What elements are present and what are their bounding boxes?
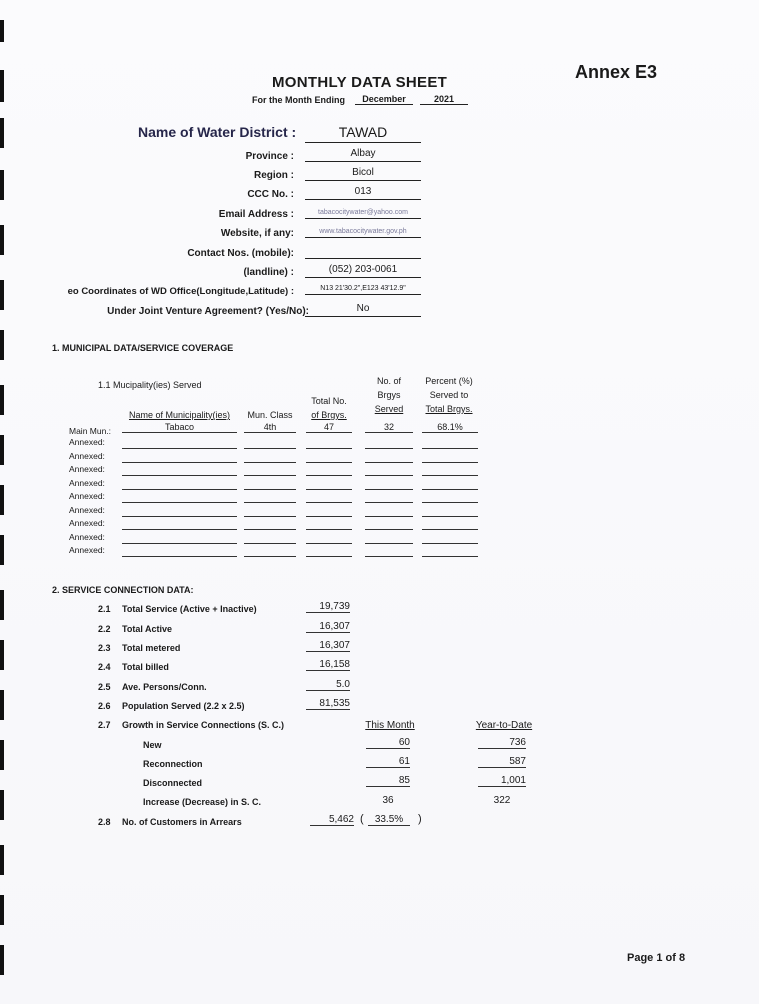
col-header-pct-a: Percent (%) — [425, 376, 473, 386]
col-header-name: Name of Municipality(ies) — [128, 410, 231, 420]
district-name: TAWAD — [305, 124, 421, 143]
annexed-blank-line — [306, 543, 352, 544]
growth-increase-month: 36 — [382, 795, 394, 806]
col-header-served-b: Brgys — [377, 390, 401, 400]
annexed-blank-line — [122, 462, 237, 463]
main-mun-class: 4th — [244, 422, 296, 433]
main-mun-label: Main Mun.: — [69, 426, 112, 436]
annexed-blank-line — [422, 462, 478, 463]
annexed-blank-line — [122, 516, 237, 517]
region-value: Bicol — [305, 167, 421, 181]
annexed-label: Annexed: — [69, 437, 105, 447]
row-2-3-value: 16,307 — [306, 640, 350, 652]
row-2-7-label: Growth in Service Connections (S. C.) — [122, 720, 285, 730]
arrears-open-paren: ( — [360, 813, 364, 825]
geo-coordinates-label: eo Coordinates of WD Office(Longitude,Latitude) : — [67, 286, 294, 297]
mobile-value — [305, 245, 421, 259]
ccc-value: 013 — [305, 186, 421, 200]
annexed-label: Annexed: — [69, 450, 105, 461]
annexed-blank-line — [122, 543, 237, 544]
annexed-blank-line — [122, 529, 237, 530]
email-label: Email Address : — [218, 209, 294, 220]
row-2-8-label: No. of Customers in Arrears — [122, 817, 242, 827]
geo-coordinates-value: N13 21'30.2",E123 43'12.9" — [305, 285, 421, 295]
row-2-1-value: 19,739 — [306, 601, 350, 613]
row-2-1-no: 2.1 — [98, 604, 111, 614]
row-2-5-label: Ave. Persons/Conn. — [122, 682, 207, 692]
annexed-label: Annexed: — [69, 477, 105, 488]
annexed-label: Annexed: — [69, 491, 105, 501]
row-2-2-label: Total Active — [122, 624, 173, 634]
growth-disconnected-label: Disconnected — [143, 778, 203, 788]
row-2-1-label: Total Service (Active + Inactive) — [122, 604, 257, 614]
annexed-blank-line — [365, 489, 413, 490]
main-mun-total: 47 — [306, 422, 352, 433]
annexed-label: Annexed: — [69, 531, 105, 542]
annexed-blank-line — [122, 448, 237, 449]
annexed-label: Annexed: — [69, 464, 105, 474]
joint-venture-value: No — [305, 303, 421, 317]
row-2-4-label: Total billed — [122, 662, 169, 672]
annexed-blank-line — [365, 502, 413, 503]
annexed-blank-line — [306, 529, 352, 530]
mobile-label: Contact Nos. (mobile): — [187, 248, 294, 259]
district-name-label: Name of Water District : — [138, 124, 297, 140]
growth-new-label: New — [143, 740, 162, 750]
municipality-served-label: 1.1 Mucipality(ies) Served — [98, 380, 202, 390]
annexed-blank-line — [306, 489, 352, 490]
annexed-blank-line — [306, 448, 352, 449]
annexed-blank-line — [244, 489, 296, 490]
row-2-5-no: 2.5 — [98, 682, 111, 692]
month-label: For the Month Ending — [252, 95, 345, 105]
growth-increase-label: Increase (Decrease) in S. C. — [143, 797, 262, 807]
annexed-blank-line — [365, 462, 413, 463]
row-2-7-no: 2.7 — [98, 720, 111, 730]
year-value: 2021 — [420, 94, 468, 105]
row-2-8-no: 2.8 — [98, 817, 111, 827]
col-header-pct-b: Served to — [429, 390, 469, 400]
annexed-blank-line — [244, 462, 296, 463]
annexed-label: Annexed: — [69, 518, 105, 528]
annexed-blank-line — [244, 502, 296, 503]
binder-holes — [0, 0, 6, 1004]
row-2-5-value: 5.0 — [306, 679, 350, 691]
annexed-blank-line — [422, 448, 478, 449]
annexed-blank-line — [244, 556, 296, 557]
row-2-3-no: 2.3 — [98, 643, 111, 653]
annexed-blank-line — [422, 475, 478, 476]
row-2-2-no: 2.2 — [98, 624, 111, 634]
row-2-6-label: Population Served (2.2 x 2.5) — [122, 701, 245, 711]
growth-reconnection-ytd: 587 — [478, 756, 526, 768]
row-2-4-no: 2.4 — [98, 662, 111, 672]
growth-increase-ytd: 322 — [493, 795, 511, 806]
annexed-blank-line — [306, 462, 352, 463]
row-2-2-value: 16,307 — [306, 621, 350, 633]
annexed-label: Annexed: — [69, 545, 105, 555]
section-2-title: 2. SERVICE CONNECTION DATA: — [52, 585, 194, 595]
region-label: Region : — [254, 170, 294, 181]
landline-value: (052) 203-0061 — [305, 264, 421, 278]
landline-label: (landline) : — [243, 267, 294, 278]
annexed-blank-line — [422, 529, 478, 530]
main-mun-percent: 68.1% — [422, 422, 478, 433]
growth-disconnected-month: 85 — [366, 775, 410, 787]
annexed-blank-line — [365, 543, 413, 544]
growth-reconnection-label: Reconnection — [143, 759, 203, 769]
website-label: Website, if any: — [220, 228, 294, 239]
website-value: www.tabacocitywater.gov.ph — [305, 228, 421, 238]
row-2-6-value: 81,535 — [306, 698, 350, 710]
annexed-blank-line — [365, 556, 413, 557]
annexed-blank-line — [244, 448, 296, 449]
annexed-blank-line — [122, 502, 237, 503]
page-title: MONTHLY DATA SHEET — [272, 74, 448, 91]
main-mun-name: Tabaco — [122, 422, 237, 433]
annexed-blank-line — [244, 516, 296, 517]
page-number: Page 1 of 8 — [627, 952, 686, 964]
annexed-blank-line — [422, 489, 478, 490]
annexed-blank-line — [244, 543, 296, 544]
annexed-blank-line — [306, 475, 352, 476]
joint-venture-label: Under Joint Venture Agreement? (Yes/No): — [107, 306, 309, 317]
annexed-blank-line — [422, 543, 478, 544]
province-value: Albay — [305, 148, 421, 162]
growth-disconnected-ytd: 1,001 — [478, 775, 526, 787]
col-header-class: Mun. Class — [247, 410, 293, 420]
province-label: Province : — [245, 151, 294, 162]
annexed-blank-line — [122, 475, 237, 476]
month-value: December — [355, 94, 413, 105]
annexed-blank-line — [365, 475, 413, 476]
ccc-label: CCC No. : — [247, 189, 294, 200]
growth-new-month: 60 — [366, 737, 410, 749]
row-2-3-label: Total metered — [122, 643, 181, 653]
annexed-blank-line — [244, 475, 296, 476]
annexed-blank-line — [122, 556, 237, 557]
section-1-title: 1. MUNICIPAL DATA/SERVICE COVERAGE — [52, 343, 234, 353]
annexed-blank-line — [244, 529, 296, 530]
growth-new-ytd: 736 — [478, 737, 526, 749]
col-header-total-a: Total No. — [311, 396, 347, 406]
col-header-pct-c: Total Brgys. — [425, 404, 473, 414]
annexed-blank-line — [365, 448, 413, 449]
row-2-6-no: 2.6 — [98, 701, 111, 711]
annexed-blank-line — [422, 502, 478, 503]
col-year-to-date: Year-to-Date — [475, 720, 533, 731]
annexed-blank-line — [122, 489, 237, 490]
main-mun-served: 32 — [365, 422, 413, 433]
col-header-served-a: No. of — [376, 376, 401, 386]
arrears-percent: 33.5% — [368, 814, 410, 826]
email-value: tabacocitywater@yahoo.com — [305, 209, 421, 219]
annexed-blank-line — [306, 502, 352, 503]
arrears-close-paren: ) — [418, 813, 422, 825]
annexed-blank-line — [306, 556, 352, 557]
annexed-blank-line — [365, 529, 413, 530]
annexed-label: Annexed: — [69, 504, 105, 515]
row-2-4-value: 16,158 — [306, 659, 350, 671]
col-header-total-b: of Brgys. — [311, 410, 347, 420]
annex-label: Annex E3 — [575, 62, 658, 82]
col-header-served-c: Served — [374, 404, 404, 414]
arrears-value: 5,462 — [310, 814, 354, 826]
annexed-blank-line — [306, 516, 352, 517]
col-this-month: This Month — [365, 720, 415, 731]
annexed-blank-line — [422, 556, 478, 557]
annexed-blank-line — [422, 516, 478, 517]
growth-reconnection-month: 61 — [366, 756, 410, 768]
annexed-blank-line — [365, 516, 413, 517]
